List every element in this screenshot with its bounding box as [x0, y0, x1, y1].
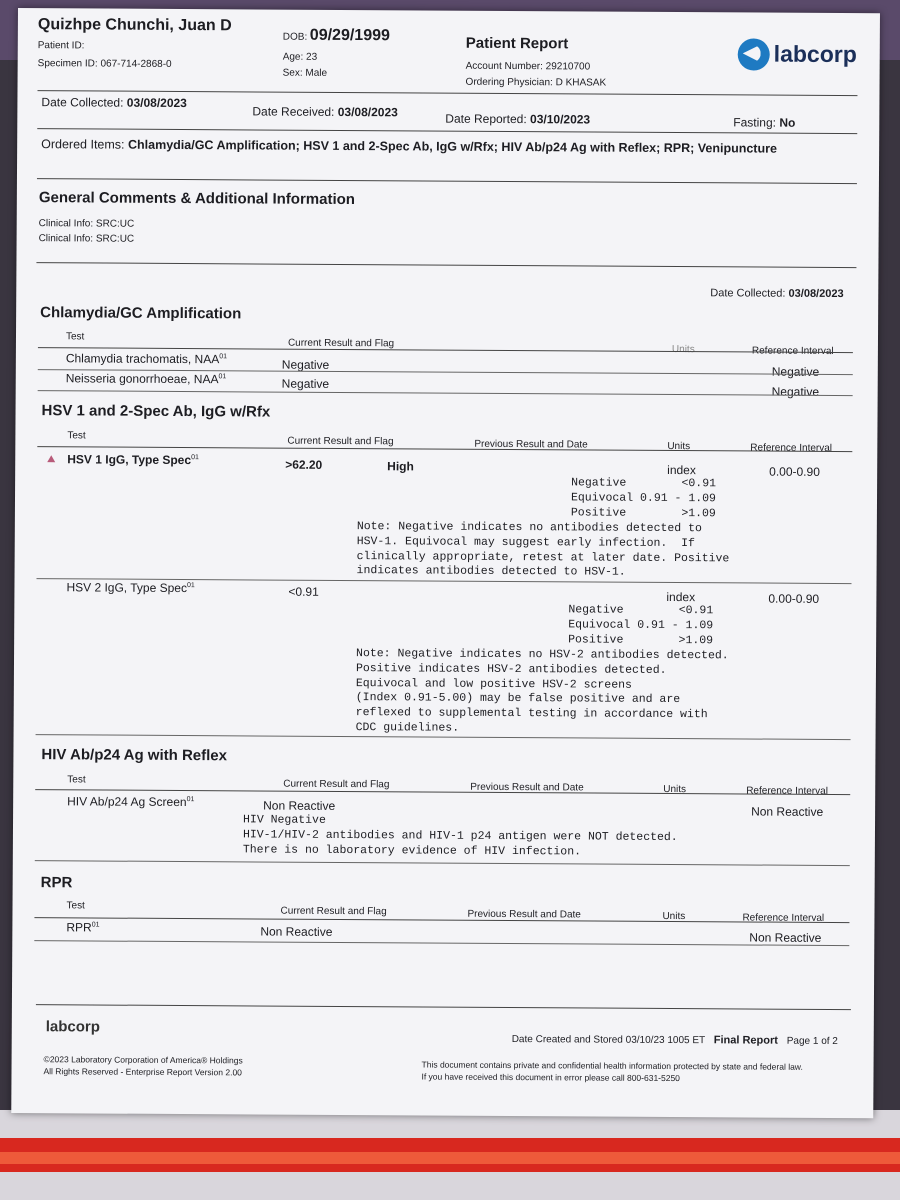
col-reference: Reference Interval [751, 345, 834, 357]
chlamydia-test-row [66, 351, 227, 366]
row-rule [35, 860, 850, 866]
ordered-items [41, 137, 777, 155]
labcorp-brand: labcorp [773, 40, 857, 68]
col-test: Test [65, 331, 85, 343]
col-test: Test [66, 900, 85, 912]
created-value: 03/10/23 1005 ET [625, 1034, 706, 1047]
specimen-id: Specimen ID: 067-714-2868-0 [37, 58, 172, 70]
date-collected-right-value: 03/08/2023 [788, 287, 844, 301]
col-units: Units [671, 344, 695, 356]
col-reference: Reference Interval [750, 442, 833, 454]
account-number: Account Number: 29210700 [465, 60, 591, 73]
patient-id-label: Patient ID: [37, 40, 85, 52]
date-collected-value: 03/08/2023 [126, 95, 187, 111]
date-received [252, 104, 398, 119]
date-received-label: Date Received: [252, 104, 335, 119]
hsv1-result: >62.20 [285, 457, 323, 472]
clinical-info-1: Clinical Info: SRC:UC [38, 218, 135, 230]
hiv-section-title: HIV Ab/p24 Ag with Reflex [41, 746, 228, 765]
rpr-section-title: RPR [40, 874, 73, 892]
sex: Sex: Male [282, 67, 328, 79]
hiv-reference: Non Reactive [751, 804, 824, 819]
comments-divider [36, 262, 856, 268]
test-name: HSV 1 IgG, Type Spec [67, 452, 192, 468]
date-collected-label: Date Collected: [41, 95, 124, 110]
col-test: Test [67, 430, 86, 442]
col-current: Current Result and Flag [287, 337, 395, 350]
footer-divider [36, 1004, 851, 1010]
footer-brand: labcorp [45, 1018, 101, 1036]
ordered-items-value: Chlamydia/GC Amplification; HSV 1 and 2-Spec Ab, IgG w/Rfx; HIV Ab/p24 Ag with Reflex; RPR; Venipuncture [127, 137, 777, 156]
comments-title: General Comments & Additional Information [38, 189, 356, 209]
lab-report-page [11, 8, 880, 1118]
gonorrhoeae-result: Negative [281, 376, 330, 391]
footnote-marker: 01 [186, 582, 195, 590]
page-number: Page 1 of 2 [786, 1035, 838, 1048]
col-current: Current Result and Flag [283, 778, 390, 791]
footer-confidential-2: If you have received this document in error please call 800-631-5250 [421, 1071, 680, 1084]
footer-copyright: ©2023 Laboratory Corporation of America® Holdings [43, 1054, 243, 1066]
patient-name: Quizhpe Chunchi, Juan D [37, 16, 232, 35]
date-received-value: 03/08/2023 [337, 104, 398, 120]
age: Age: 23 [282, 51, 318, 63]
hsv-section-title: HSV 1 and 2-Spec Ab, IgG w/Rfx [41, 402, 271, 421]
test-name: Chlamydia trachomatis, NAA [65, 351, 220, 367]
rpr-reference: Non Reactive [749, 930, 822, 945]
final-report-label: Final Report [713, 1034, 778, 1047]
col-current: Current Result and Flag [287, 435, 394, 448]
footer-rights: All Rights Reserved - Enterprise Report Version 2.00 [43, 1066, 242, 1078]
hsv1-reference: 0.00-0.90 [769, 464, 820, 479]
col-reference: Reference Interval [742, 912, 825, 924]
created-label: Date Created and Stored [511, 1034, 623, 1046]
hsv1-interpretation: Negative <0.91 Equivocal 0.91 - 1.09 Positive >1.09 [570, 476, 717, 520]
col-units: Units [663, 783, 687, 796]
hsv2-test-row [66, 580, 194, 595]
date-collected [41, 95, 187, 110]
footer-created [512, 1033, 838, 1047]
col-reference: Reference Interval [746, 785, 828, 797]
chlamydia-section-title: Chlamydia/GC Amplification [40, 304, 242, 323]
col-units: Units [667, 440, 691, 453]
ordered-items-label: Ordered Items: [41, 137, 125, 152]
col-previous: Previous Result and Date [467, 908, 581, 921]
date-reported-value: 03/10/2023 [530, 112, 591, 127]
col-test: Test [67, 774, 86, 786]
footnote-marker: 01 [186, 796, 195, 804]
date-collected-right [710, 287, 843, 300]
row-rule [38, 390, 853, 396]
footnote-marker: 01 [218, 373, 227, 381]
hsv1-note: Note: Negative indicates no antibodies detected to HSV-1. Equivocal may suggest early infection. If clinically appropriate, retest at later date. Positive indicates antibodies detected to HSV-1. [356, 520, 730, 580]
ordered-divider [37, 178, 857, 184]
abnormal-flag-icon [47, 455, 55, 462]
hsv2-note: Note: Negative indicates no HSV-2 antibodies detected. Positive indicates HSV-2 antibodies detected. Equivocal and low positive HSV-2 screens (Index 0.91-5.00) may be false positive and are reflexed to supplemental testing in accordance with CDC guidelines. [355, 647, 729, 735]
test-name: HSV 2 IgG, Type Spec [66, 580, 188, 596]
hsv2-units: index [666, 589, 696, 605]
dob-label: DOB: [282, 31, 308, 43]
hsv-header-rule [37, 446, 852, 452]
footnote-marker: 01 [191, 454, 199, 462]
date-collected-right-label: Date Collected: [710, 287, 786, 300]
fasting [733, 115, 795, 129]
labcorp-logo-icon [738, 38, 770, 70]
gonorrhoeae-reference: Negative [771, 384, 820, 399]
hiv-note: HIV Negative HIV-1/HIV-2 antibodies and HIV-1 p24 antigen were NOT detected. There is no laboratory evidence of HIV infection. [242, 813, 678, 859]
hsv1-test-row [67, 452, 199, 467]
date-reported-label: Date Reported: [445, 111, 527, 127]
footnote-marker: 01 [91, 921, 100, 929]
footnote-marker: 01 [219, 353, 228, 361]
fasting-value: No [779, 115, 796, 130]
col-previous: Previous Result and Date [474, 438, 588, 451]
hsv2-reference: 0.00-0.90 [768, 591, 820, 606]
hiv-test-row [67, 794, 194, 809]
chlamydia-reference: Negative [771, 364, 820, 379]
row-rule [34, 940, 849, 946]
hsv1-units: index [667, 462, 696, 478]
dob-value: 09/29/1999 [309, 26, 390, 45]
gonorrhoeae-test-row [66, 371, 227, 386]
hsv2-result: <0.91 [288, 584, 319, 599]
fasting-label: Fasting: [733, 115, 777, 130]
chlamydia-result: Negative [281, 357, 330, 372]
report-title: Patient Report [465, 34, 569, 53]
col-previous: Previous Result and Date [470, 781, 584, 794]
date-reported [445, 112, 590, 127]
clinical-info-2: Clinical Info: SRC:UC [38, 233, 135, 245]
hsv1-flag: High [387, 459, 414, 474]
col-current: Current Result and Flag [280, 905, 387, 918]
footer-confidential-1: This document contains private and confidential health information protected by state and federal law. [421, 1059, 803, 1072]
rpr-result: Non Reactive [260, 924, 333, 939]
red-folder-stripe [0, 1152, 900, 1164]
rpr-header-rule [34, 917, 849, 923]
ordering-physician: Ordering Physician: D KHASAK [465, 76, 607, 89]
test-name: Neisseria gonorrhoeae, NAA [65, 371, 219, 387]
hsv2-interpretation: Negative <0.91 Equivocal 0.91 - 1.09 Positive >1.09 [568, 603, 714, 647]
test-name: HIV Ab/p24 Ag Screen [67, 794, 187, 810]
rpr-test-row [66, 920, 99, 934]
hiv-result: Non Reactive [263, 798, 336, 813]
test-name: RPR [66, 920, 92, 935]
col-units: Units [662, 910, 686, 923]
